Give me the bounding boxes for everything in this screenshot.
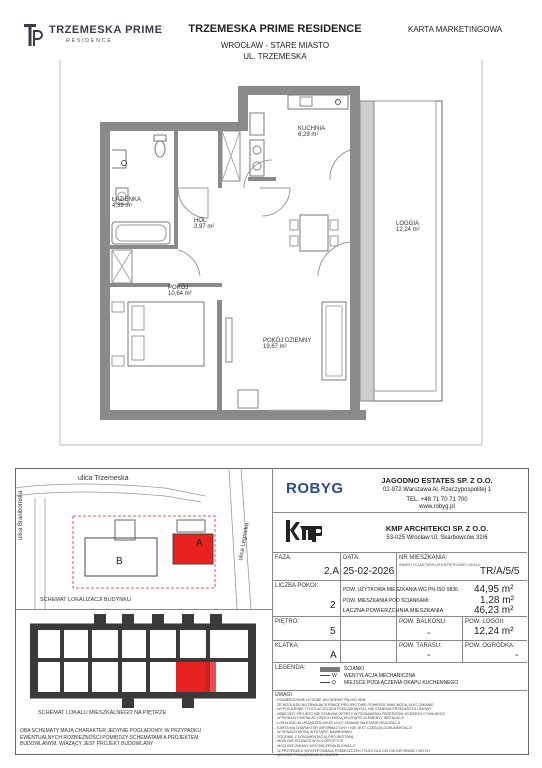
legend-vent: WENTYLACJA MECHANICZNA xyxy=(344,673,416,679)
legend-hood-line xyxy=(320,682,330,683)
note-item: - ZE WZGLĘDU NA TRWAJĄCE PRACE PROJEKTOWE POWIERZCHNIE MOGĄ ULEC ZMIANIE xyxy=(275,702,434,707)
wall-outer-top-left xyxy=(100,122,248,131)
terrace-value: - xyxy=(427,650,431,661)
room-loggia: LOGGIA 12,24 m² xyxy=(396,221,420,233)
floor-value: 5 xyxy=(330,626,336,637)
nr-value: TR/A/5/5 xyxy=(480,566,520,577)
note-item: - MIEJSCE PODŁĄCZENIA W KLATCE xyxy=(275,753,339,758)
legend-walls: ŚCIANKI xyxy=(344,666,365,672)
note-item: - MOŻLIWE ZMIANY WYKOŃCZENIA ELEWACJI xyxy=(275,743,355,748)
area-walls-label: POW. MIESZKANIA POD ŚCIANKAMI: xyxy=(343,598,430,604)
loggia-label: POW. LOGGII: xyxy=(465,619,505,625)
garden-value: - xyxy=(515,650,519,661)
site-caption: SCHEMAT LOKALIZACJI BUDYNKU xyxy=(40,597,131,603)
loggia-inner xyxy=(374,101,436,391)
wall-room-top xyxy=(110,283,170,287)
legend-vent-key: W xyxy=(332,673,337,679)
note-item: - W PRZYPADKU WYSTĘPOWANIA POMIESZCZEŃ TYLKO DLA CELÓW INFORMACYJNYCH xyxy=(275,748,430,753)
faza-value: 2.A xyxy=(324,566,340,577)
room-bedroom: POKÓJ 10,64 m² xyxy=(168,285,192,297)
armchair xyxy=(238,390,258,408)
site-plan xyxy=(15,468,272,609)
brand-name: TRZEMESKA PRIME xyxy=(49,24,163,36)
toilet xyxy=(154,135,166,141)
balcony-label: POW. BALKONU: xyxy=(399,619,447,625)
legend-title: LEGENDA: xyxy=(275,665,306,671)
data-label: DATA: xyxy=(343,555,360,561)
divider-col3 xyxy=(462,616,463,662)
note-item: - WYPOSAŻENIE TYLKO W CELACH POGLĄDOWYCH, NIE STANOWI PRZEDMIOTU UMOWY xyxy=(275,707,432,712)
wall-room-right xyxy=(217,300,222,410)
floor-label: PIĘTRO: xyxy=(275,619,300,625)
street: UL. TRZEMESKA xyxy=(243,52,307,61)
dining-table xyxy=(300,215,328,251)
stair-value: A xyxy=(330,650,337,661)
disclaimer: OBA SCHEMATY MAJĄ CHARAKTER JEDYNIE POGLĄDOWY. W PRZYPADKU EWENTUALNYCH ROZBIEŻNOŚCI POMIĘDZY SCHEMATAMI A PROJEKTEM BUDOWLANYM, WIĄŻĄCY JEST PROJEKT BUDOWLANY xyxy=(20,728,202,747)
unit-highlight xyxy=(176,662,206,692)
divider-dev xyxy=(272,512,527,513)
developer-phone: TEL. +48 71 70 71 700 xyxy=(406,497,468,503)
developer-name: JAGODNO ESTATES SP. Z O.O. xyxy=(381,476,493,485)
page-title: TRZEMESKA PRIME RESIDENCE xyxy=(188,23,362,35)
wall-kitchen-bottom xyxy=(248,177,276,181)
rooms-value: 2 xyxy=(330,600,336,611)
stair-label: KLATKA: xyxy=(275,643,300,649)
fridge xyxy=(250,113,264,135)
robyg-logo: ROBYG xyxy=(286,480,344,497)
divider-row4 xyxy=(272,662,527,663)
data-value: 25-02-2026 xyxy=(343,566,395,577)
divider-col2 xyxy=(396,552,397,662)
faza-label: FAZA: xyxy=(275,555,292,561)
wall-bath-right xyxy=(174,131,178,249)
notes-title: UWAGI: xyxy=(275,692,294,698)
kitchen-counter-top xyxy=(288,95,348,109)
divider-vertical xyxy=(272,468,273,753)
wall-outer-left xyxy=(100,122,110,420)
wall-outer-bottom xyxy=(100,410,366,420)
kmp-logo-icon xyxy=(286,520,322,542)
loggia-rail xyxy=(360,101,374,401)
legend-vent-line xyxy=(320,675,330,676)
nr-sub: INWESTYCJA/ETAP/KLATKA/PIĘTRO/NR LOKALU xyxy=(399,563,481,567)
street-branibornska: ulica Branibornska xyxy=(18,490,24,540)
divider-site xyxy=(15,609,272,610)
street-trzemeska: ulica Trzemeska xyxy=(78,475,129,482)
divider-row1 xyxy=(272,580,527,581)
wall-top-kitchen xyxy=(238,86,356,95)
note-item: - KARTA MA CHARAKTER INFORMACYJNY I NIE JEST CZĘŚCIĄ DOKUMENTACJI xyxy=(275,725,412,730)
architect-info xyxy=(352,524,522,541)
building-a xyxy=(173,534,213,564)
vent-kitchen-icon xyxy=(336,100,341,105)
building-a-label: A xyxy=(196,538,203,549)
floor-caption: SCHEMAT LOKALU MIESZKALNEGO NA PIĘTRZE xyxy=(38,710,167,716)
room-kitchen: KUCHNIA 6,28 m² xyxy=(298,126,326,138)
area-total-value: 46,23 m² xyxy=(474,605,514,616)
bed xyxy=(128,302,204,366)
developer-info xyxy=(352,476,522,510)
area-usable-value: 44,95 m² xyxy=(474,584,514,595)
architect-name: KMP ARCHITEKCI SP. Z O.O. xyxy=(385,524,489,533)
divider-row2 xyxy=(272,616,527,617)
divider-arch xyxy=(272,552,527,553)
developer-web: www.robyg.pl xyxy=(419,504,455,510)
divider-col1 xyxy=(340,552,341,662)
loggia-value: 12,24 m² xyxy=(474,626,514,637)
architect-address: 53-025 Wrocław Ul. Skarbowców 31/6 xyxy=(386,535,488,541)
note-item: - ZGODNIE Z DOKUMENTACJĄ PROJEKTOWĄ xyxy=(275,734,354,739)
note-item: - W OKNACH MOGĄ WYSTĄPIĆ NAWIEWNIKI xyxy=(275,730,352,735)
developer-address: 02-972 Warszawa Al. Rzeczypospolitej 1 xyxy=(382,487,492,493)
area-total-label: ŁĄCZNA POWIERZCHNIA MIESZKANIA: xyxy=(343,608,445,614)
room-bathroom: ŁAZIENKA 4,39 m² xyxy=(112,197,142,209)
note-item: - W PIONACH INSTALACYJNYCH MOGĄ WYSTĄPIĆ ELEMENTY INSTALACJI xyxy=(275,716,404,721)
wall-kitchen-left xyxy=(238,86,248,131)
wall-right xyxy=(350,86,360,420)
building-b-label: B xyxy=(116,556,123,567)
brand-sub: RESIDENCE xyxy=(66,38,113,44)
card-type: KARTA MARKETINGOWA xyxy=(408,25,503,34)
divider-row3 xyxy=(272,640,527,641)
area-walls-value: 1,28 m² xyxy=(480,595,514,606)
note-item: - MOŻLIWE RÓŻNICE W KOLORYSTYCE xyxy=(275,739,344,744)
kitchen-counter-left xyxy=(250,140,264,176)
wall-hall-right xyxy=(218,131,222,188)
legend-hood-key: O xyxy=(332,680,336,686)
garden-label: POW. OGRÓDKA: xyxy=(465,643,515,649)
note-item: - NINIEJSZY PROJEKT NIE STANOWI OFERTY W ROZUMIENIU PRZEPISÓW KODEKSU CYWILNEGO xyxy=(275,711,446,716)
floor-schematic xyxy=(30,614,256,710)
tv-unit xyxy=(226,318,232,362)
room-hall: HOL 3,97 m² xyxy=(194,218,215,230)
rooms-label: LICZBA POKOI: xyxy=(275,583,319,589)
note-item: - POWIERZCHNIE LICZONE WG NORMY PN-ISO 9836 xyxy=(275,698,366,702)
room-living: POKÓJ DZIENNY 19,67 m² xyxy=(263,338,312,350)
area-usable-label: POW. UŻYTKOWA MIESZKANIA WG PN-ISO 9836: xyxy=(343,587,460,593)
divider-row5 xyxy=(272,690,527,691)
legend-hood: MIEJSCE PODŁĄCZENIA OKAPU KUCHENNEGO xyxy=(344,680,459,686)
city: WROCŁAW - STARE MIASTO xyxy=(220,41,330,50)
balcony-value: - xyxy=(427,628,431,639)
street-legnicka: ulica Legnicka xyxy=(238,522,251,562)
wall-bath-bottom xyxy=(110,245,178,249)
nr-label: NR MIESZKANIA: xyxy=(399,555,448,561)
note-item: - LOKALIZACJA URZĄDZEŃ MOŻE ULEC ZMIANIE NA ETAPIE REALIZACJI xyxy=(275,720,400,725)
terrace-label: POW. TARASU: xyxy=(399,643,442,649)
notes-list xyxy=(275,698,523,758)
legend-wall-swatch xyxy=(320,667,340,672)
